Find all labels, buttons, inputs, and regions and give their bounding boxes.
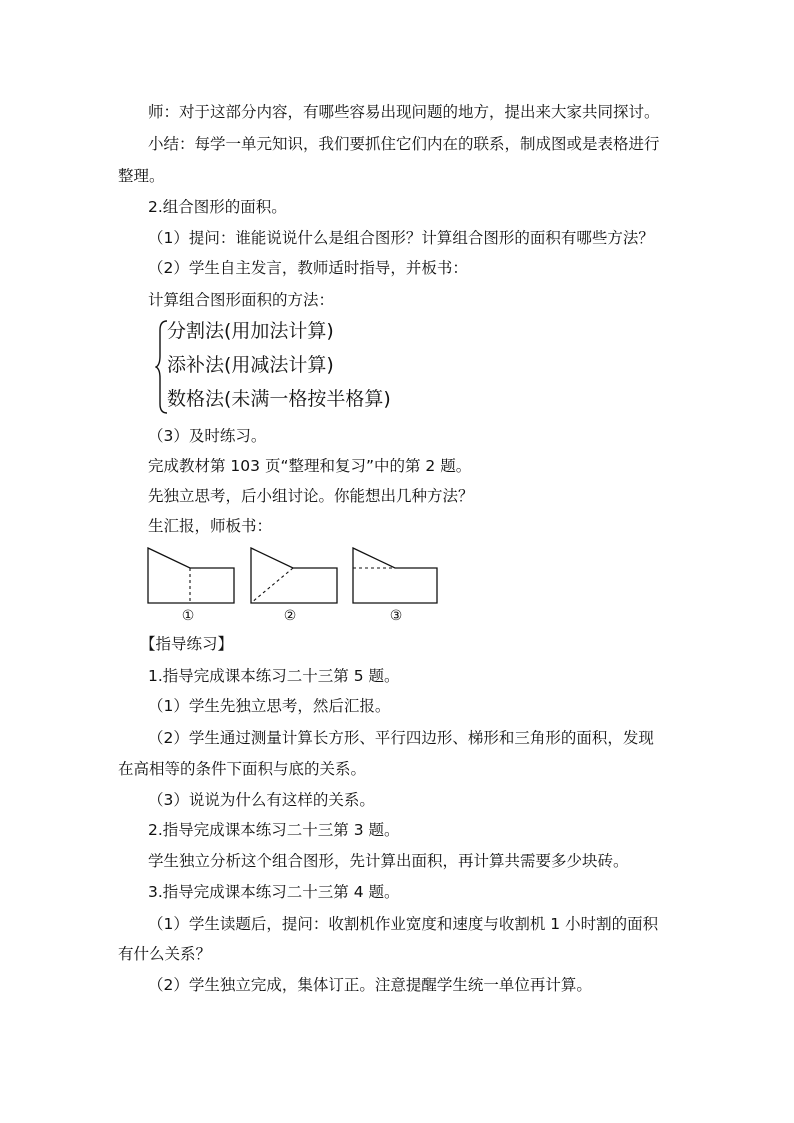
exercise-1-step-2: （2）学生通过测量计算长方形、平行四边形、梯形和三角形的面积，发现 [148, 729, 654, 747]
question-line: （1）提问：谁能说说什么是组合图形？计算组合图形的面积有哪些方法？ [148, 229, 654, 247]
method-fill: 添补法(用减法计算) [167, 354, 334, 376]
discussion-line: 先独立思考，后小组讨论。你能想出几种方法？ [148, 487, 474, 505]
exercise-3-step-2: （2）学生独立完成，集体订正。注意提醒学生统一单位再计算。 [148, 976, 592, 994]
section-heading-composite-area: 2.组合图形的面积。 [148, 198, 287, 216]
method-split: 分割法(用加法计算) [167, 320, 334, 342]
exercise-1-step-2-continued: 在高相等的条件下面积与底的关系。 [118, 760, 367, 778]
methods-brace-list [155, 318, 455, 418]
figure-3 [351, 546, 441, 606]
figure-1 [146, 546, 238, 606]
exercise-2-detail: 学生独立分析这个组合图形，先计算出面积，再计算共需要多少块砖。 [148, 852, 629, 870]
exercise-3-step-1: （1）学生读题后，提问：收割机作业宽度和速度与收割机 1 小时割的面积 [148, 915, 659, 933]
textbook-task-line: 完成教材第 103 页“整理和复习”中的第 2 题。 [148, 457, 472, 475]
summary-line: 小结：每学一单元知识，我们要抓住它们内在的联系，制成图或是表格进行 [148, 135, 660, 153]
exercise-3-line: 3.指导完成课本练习二十三第 4 题。 [148, 883, 400, 901]
teacher-question-line: 师：对于这部分内容，有哪些容易出现问题的地方，提出来大家共同探讨。 [148, 103, 660, 121]
method-count-grid: 数格法(未满一格按半格算) [167, 388, 391, 410]
summary-line-continued: 整理。 [118, 167, 165, 185]
report-line: 生汇报，师板书： [148, 517, 273, 535]
figure-2-label: ② [283, 608, 297, 624]
exercise-3-step-1-continued: 有什么关系？ [118, 945, 212, 963]
exercise-1-step-3: （3）说说为什么有这样的关系。 [148, 791, 375, 809]
exercise-1-step-1: （1）学生先独立思考，然后汇报。 [148, 697, 391, 715]
figure-3-label: ③ [389, 608, 403, 624]
guided-practice-heading: 【指导练习】 [140, 635, 234, 653]
practice-line: （3）及时练习。 [148, 427, 267, 445]
student-speech-line: （2）学生自主发言，教师适时指导，并板书： [148, 259, 468, 277]
methods-intro-line: 计算组合图形面积的方法： [148, 291, 335, 309]
figure-1-label: ① [181, 608, 195, 624]
exercise-1-line: 1.指导完成课本练习二十三第 5 题。 [148, 667, 400, 685]
figure-2 [249, 546, 341, 606]
exercise-2-line: 2.指导完成课本练习二十三第 3 题。 [148, 821, 400, 839]
